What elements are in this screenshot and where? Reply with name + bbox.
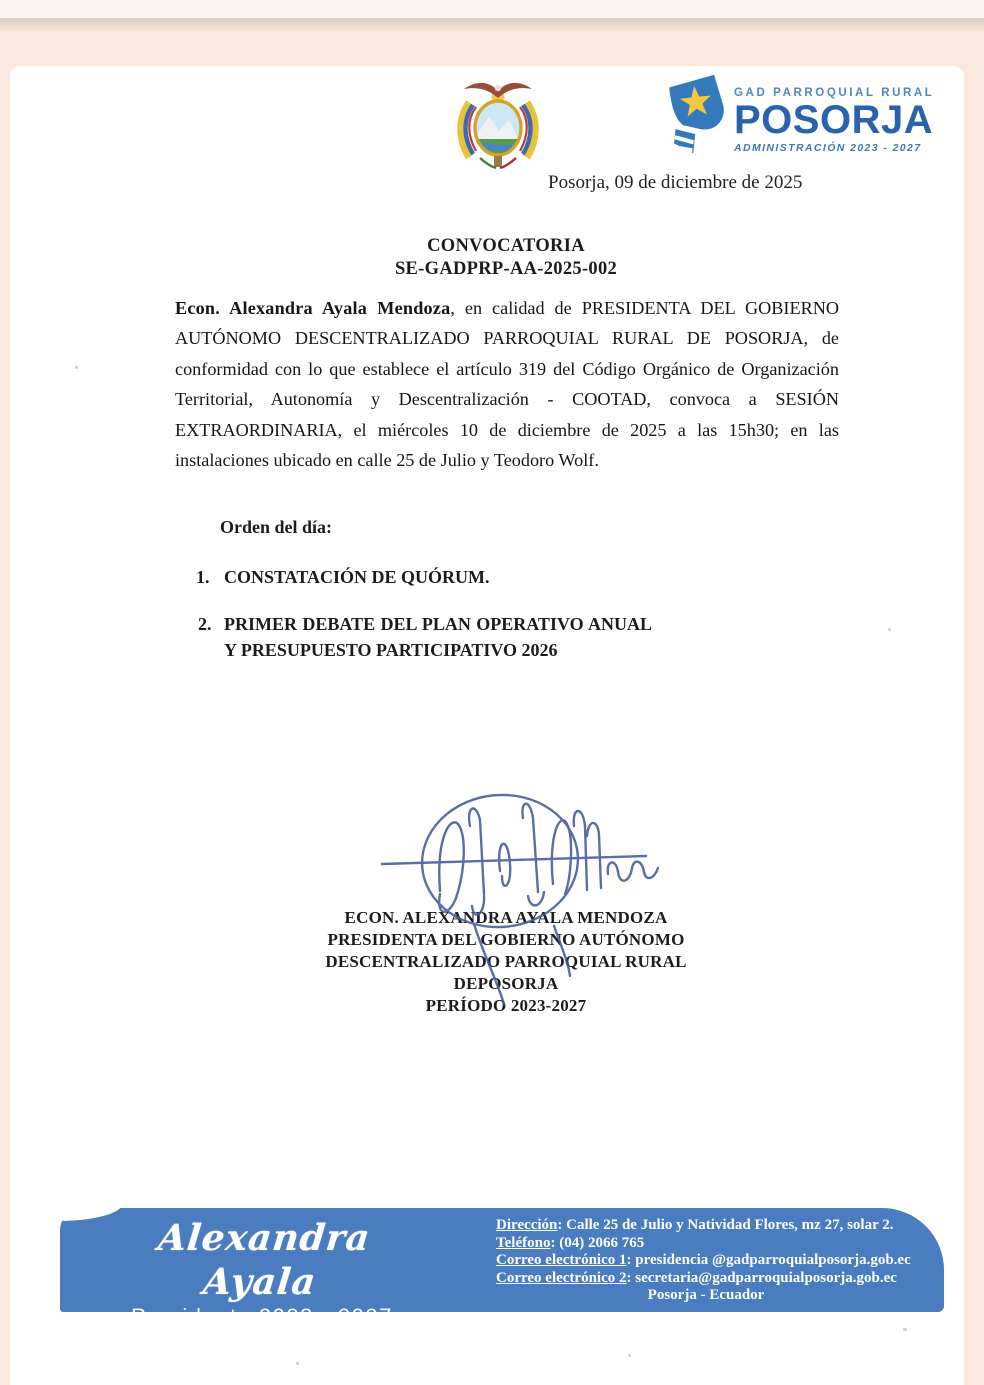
footer-president-block <box>102 1216 422 1345</box>
contact-location: Posorja - Ecuador <box>647 1287 765 1304</box>
title-reference: SE-GADPRP-AA-2025-002 <box>394 259 618 279</box>
footer-role: Presidenta 2023 - 2027 <box>131 1304 393 1329</box>
contact-email-2-label: Correo electrónico 2 <box>496 1269 627 1286</box>
signature-line-entity: DEPOSORJA <box>453 974 559 993</box>
agenda-item-2 <box>198 611 652 663</box>
footer-script-name: Alexandra Ayala <box>156 1217 373 1303</box>
signature-line-name: ECON. ALEXANDRA AYALA MENDOZA <box>344 908 668 927</box>
contact-phone-value: : (04) 2066 765 <box>550 1234 645 1251</box>
document-title <box>175 235 837 281</box>
document-page <box>10 66 964 1385</box>
contact-phone <box>496 1235 942 1253</box>
scan-speck <box>888 628 891 631</box>
footer-banner <box>60 1208 944 1343</box>
scan-speck <box>628 1354 631 1357</box>
ecuador-coat-of-arms-icon <box>450 76 546 170</box>
logo-administration: ADMINISTRACIÓN 2023 - 2027 <box>734 141 922 154</box>
signer-name-bold: Econ. Alexandra Ayala Mendoza <box>175 298 451 318</box>
body-paragraph <box>175 293 839 475</box>
posorja-shield-icon <box>662 73 728 167</box>
viewer-top-strip <box>0 0 984 18</box>
posorja-logo <box>662 72 935 168</box>
agenda-item-1-text: CONSTATACIÓN DE QUÓRUM. <box>224 567 490 587</box>
footer-slogan: ¡Juntos Seguiremos Haciendo Historia! <box>156 1331 368 1343</box>
contact-email-2-value: : secretaria@gadparroquialposorja.gob.ec <box>626 1269 897 1286</box>
logo-name: POSORJA <box>734 97 934 142</box>
contact-email-2 <box>496 1270 942 1288</box>
footer-contact-block <box>496 1217 942 1305</box>
document-dateline: Posorja, 09 de diciembre de 2025 <box>548 172 803 193</box>
logo-tagline: GAD PARROQUIAL RURAL <box>734 86 935 99</box>
agenda-item-2-number: 2. <box>198 614 212 634</box>
contact-email-1-value: : presidencia @gadparroquialposorja.gob.ec <box>626 1252 911 1269</box>
signature-line-title1: PRESIDENTA DEL GOBIERNO AUTÓNOMO <box>327 930 685 949</box>
signature-block <box>175 907 837 1017</box>
contact-email-1 <box>496 1252 942 1270</box>
agenda-item-1-number: 1. <box>196 567 210 587</box>
top-strip-shadow <box>0 18 984 32</box>
scan-speck <box>903 1328 907 1331</box>
scan-speck <box>75 366 78 369</box>
agenda-heading: Orden del día: <box>220 517 333 537</box>
contact-address-label: Dirección <box>496 1217 558 1233</box>
posorja-logo-text <box>734 87 934 154</box>
agenda-item-1 <box>196 564 654 590</box>
scan-speck <box>296 1362 299 1365</box>
title-main: CONVOCATORIA <box>427 236 585 256</box>
contact-email-1-label: Correo electrónico 1 <box>496 1252 627 1269</box>
agenda-item-2-text: PRIMER DEBATE DEL PLAN OPERATIVO ANUAL Y PRESUPUESTO PARTICIPATIVO 2026 <box>224 614 652 660</box>
signature-line-period: PERÍODO 2023-2027 <box>425 996 587 1015</box>
contact-address <box>496 1217 942 1235</box>
signature-line-title2: DESCENTRALIZADO PARROQUIAL RURAL <box>325 952 687 971</box>
contact-address-value: : Calle 25 de Julio y Natividad Flores, mz 27, solar 2. <box>557 1217 894 1233</box>
paragraph-rest: , en calidad de PRESIDENTA DEL GOBIERNO AUTÓNOMO DESCENTRALIZADO PARROQUIAL RURAL DE POSORJA, de conformidad con lo que establece el artículo 319 del Código Orgánico de Organización Territorial, Autonomía y Descentralización - COOTAD, convoca a SESIÓN EXTRAORDINARIA, el miércoles 10 de diciembre de 2025 a las 15h30; en las instalaciones ubicado en calle 25 de Julio y Teodoro Wolf. <box>175 298 839 471</box>
contact-phone-label: Teléfono <box>496 1234 551 1251</box>
